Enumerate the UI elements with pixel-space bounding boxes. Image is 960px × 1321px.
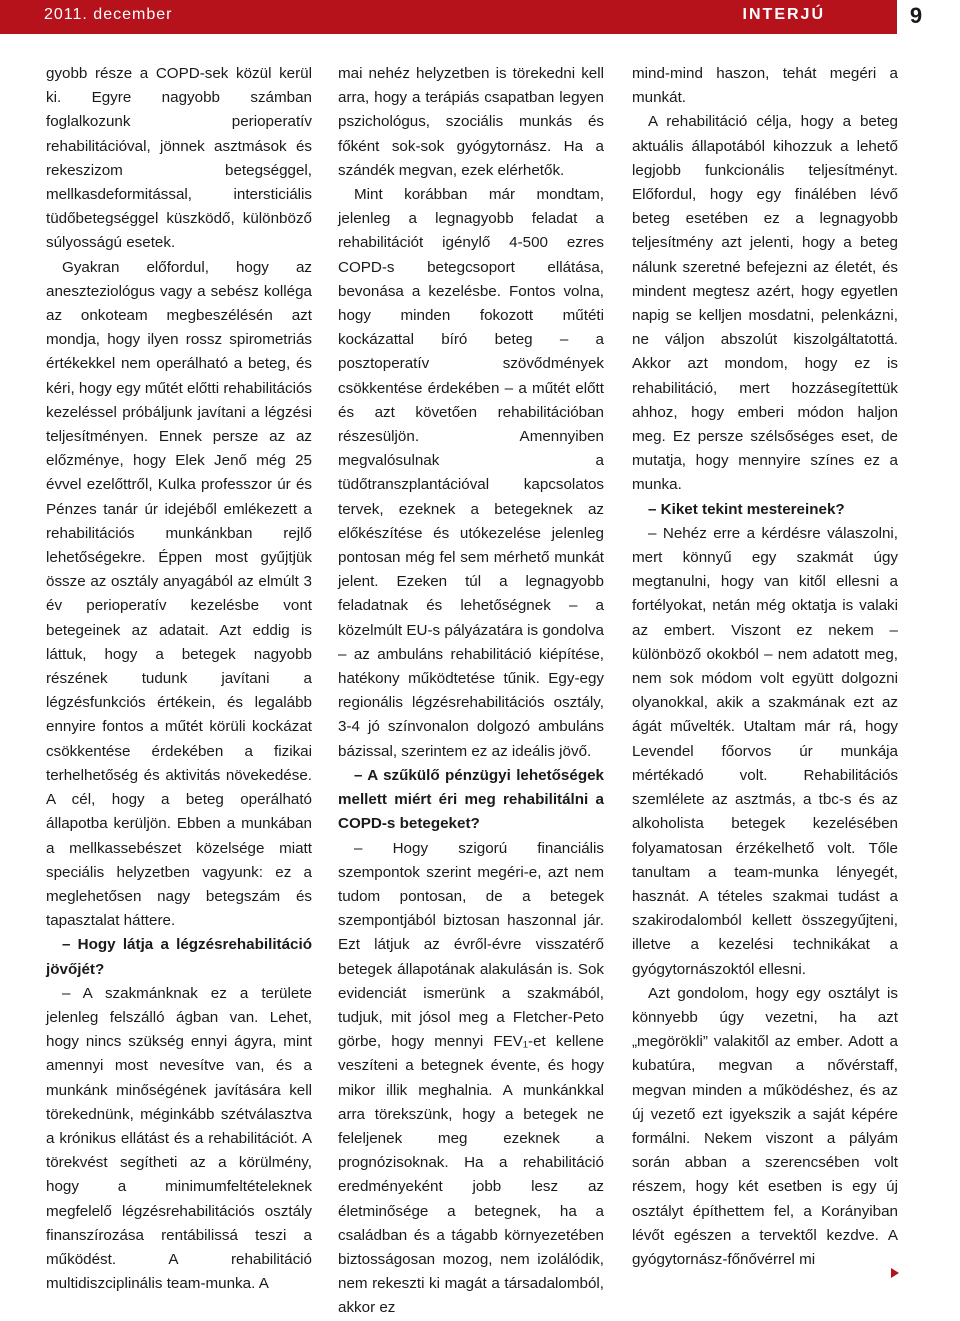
issue-date: 2011. december [44,6,173,23]
paragraph: A rehabilitáció célja, hogy a beteg aktuális állapotából kihozzuk a lehető legjobb funkcionális teljesítményt. Előfordul, hogy egy finálében lévő beteg esetében ez a legnagyobb teljesítmény azt jelenti, hogy a beteg nálunk szeretné befejezni az életét, és mindent megtesz azért, hogy egyetlen napig se kelljen mosdatni, pelenkázni, ne váljon abszolút kiszolgáltatottá. Akkor azt mondom, hogy ez is rehabilitáció, mert hozzásegítettük ahhoz, hogy emberi módon haljon meg. Ez persze szélsőséges eset, de mutatja, hogy mennyire színes ez a munka. [632,113,898,494]
interview-question: – A szűkülő pénzügyi lehetőségek mellett miért éri meg rehabilitálni a COPD-s betegeket? [338,766,604,833]
interview-question: – Hogy látja a légzésrehabilitáció jövőjét? [46,936,312,978]
article-body [0,62,960,1317]
continue-arrow-icon [891,1268,899,1278]
paragraph: Gyakran előfordul, hogy az aneszteziológus vagy a sebész kolléga az onkoteam megbeszélésén azt mondja, hogy ilyen rossz spirometriás értékekkel nem operálható a beteg, és kéri, hogy egy műtét előtti rehabilitációs kezeléssel próbáljunk javítani a légzési teljesítményen. Ennek persze az az előzménye, hogy Elek Jenő még 25 évvel ezelőttről, Kulka professzor úr és Pénzes tanár úr idejéből emlékezett a rehabilitációs munkánkban rejlő lehetőségekre. Éppen most gyűjtjük össze az osztály anyagából az elmúlt 3 év perioperatív kezelésbe vont betegeinek az adatait. Azt eddig is láttuk, hogy a betegek nagyobb részének tudunk javítani a légzésfunkciós értékein, és legalább ennyire fontos a műtét körüli kockázat csökkentése érdekében a fizikai terhelhetőség és aktivitás növekedése. A cél, hogy a beteg operálható állapotba kerüljön. Ebben a munkában a mellkassebészet közelsége miatt speciális helyzetben vagyunk: ez a meglehetősen nagy betegszám és tapasztalat háttere. [46,258,312,930]
paragraph: Mint korábban már mondtam, jelenleg a legnagyobb feladat a rehabilitációt igénylő 4-500 ezres COPD-s betegcsoport ellátása, bevonása a kezelésbe. Fontos volna, hogy minden fokozott műtéti kockázattal bíró beteg – a posztoperatív szövődmények csökkentése érdekében – a műtét előtt és azt követően rehabilitációban részesüljön. Amennyiben megvalósulnak a tüdőtranszplantációval kapcsolatos tervek, ezeknek a betegeknek az előkészítése és utókezelése jelenleg pontosan még fel sem mérhető munkát jelent. Ezeken túl a legnagyobb feladatnak és lehetőségnek – a közelmúlt EU-s pályázatára is gondolva – az ambuláns rehabilitáció kiépítése, hatékony működtetése tűnik. Egy-egy regionális légzésrehabilitációs osztály, 3-4 jó színvonalon dolgozó ambuláns bázissal, szerintem ez az ideális jövő. [338,186,604,760]
column-3 [632,62,898,1272]
paragraph: mai nehéz helyzetben is törekedni kell arra, hogy a terápiás csapatban legyen pszichológus, szociális munkás és főként sok-sok gyógytornász. Ha a szándék megvan, ezek elérhetők. [338,65,604,179]
interview-question: – Kiket tekint mestereinek? [648,500,845,518]
paragraph: – Nehéz erre a kérdésre válaszolni, mert könnyű egy szakmát úgy megtanulni, hogy van kitől ellesni a fortélyokat, netán még oktatja is valaki az embert. Viszont ez nekem – különböző okokból – nem adatott meg, nem sok módom volt együtt dolgozni olyanokkal, akik a szakmának ezt az ágát művelték. Utaltam már rá, hogy Levendel főorvos úr munkája mértékadó volt. Rehabilitációs szemlélete az asztmás, a tbc-s és az alkoholista betegek kezelésében folyamatosan érzékelhető volt. Tőle tanultam a team-munka lényegét, hasznát. A tételes szakmai tudást a szakirodalomból kellett összegyűjteni, illetve a kezelési technikákat a gyógytornászoktól ellesni. [632,524,898,978]
column-2 [338,62,604,1321]
paragraph: Azt gondolom, hogy egy osztályt is könnyebb úgy vezetni, ha azt „megörökli” valakitől az ember. Adott a kubatúra, megvan a nővérstaff, megvan minden a működéshez, és az új vezető ezt igyekszik a saját képére formálni. Nekem viszont a pályám során abban a szerencsében volt részem, hogy két esetben is egy új osztályt építhettem fel, a Korányiban lévőt egészen a tervektől kezdve. A gyógytornász-főnővérrel mi [632,984,898,1268]
paragraph: gyobb része a COPD-sek közül kerül ki. Egyre nagyobb számban foglalkozunk perioperatív rehabilitációval, jönnek asztmások és rekeszizom betegséggel, mellkasdeformitással, intersticiális tüdőbetegséggel küszködő, különböző súlyosságú esetek. [46,65,312,252]
column-1 [46,62,312,1296]
paragraph: – Hogy szigorú financiális szempontok szerint megéri-e, azt nem tudom pontosan, de a betegek szempontjából biztosan haszonnal jár. Ezt látjuk az évről-évre visszatérő betegek állapotának alakulásán is. Sok evidenciát ismerünk a szakmából, tudjuk, mit jósol meg a Fletcher-Peto görbe, hogy mennyi FEV₁-et kellene veszíteni a betegnek évente, és hogy mikor illik meghalnia. A munkánkkal arra törekszünk, hogy a betegek ne feleljenek meg ezeknek a prognózisoknak. Ha a rehabilitáció eredményeként jobb lesz az életminősége a betegnek, ha a családban és a tágabb környezetében biztosságosan mozog, nem izolálódik, nem rekeszti ki magát a társadalomból, akkor ez [338,839,604,1317]
paragraph: – A szakmánknak ez a területe jelenleg felszálló ágban van. Lehet, hogy nincs szükség ennyi ágyra, mint amennyi most nevesítve van, és a munkánk minőségének javítására kell törekednünk, méginkább szétválasztva a krónikus ellátást és a rehabilitációt. A törekvést segítheti az a körülmény, hogy a minimumfeltételeknek megfelelő légzésrehabilitációs osztály finanszírozása rentábilissá teszi a működést. A rehabilitáció multidiszciplinális team-munka. A [46,984,312,1293]
section-title: INTERJÚ [742,6,825,23]
page-header [0,0,960,34]
page-number: 9 [909,3,923,28]
header-bar [0,0,897,34]
paragraph: mind-mind haszon, tehát megéri a munkát. [632,65,898,107]
